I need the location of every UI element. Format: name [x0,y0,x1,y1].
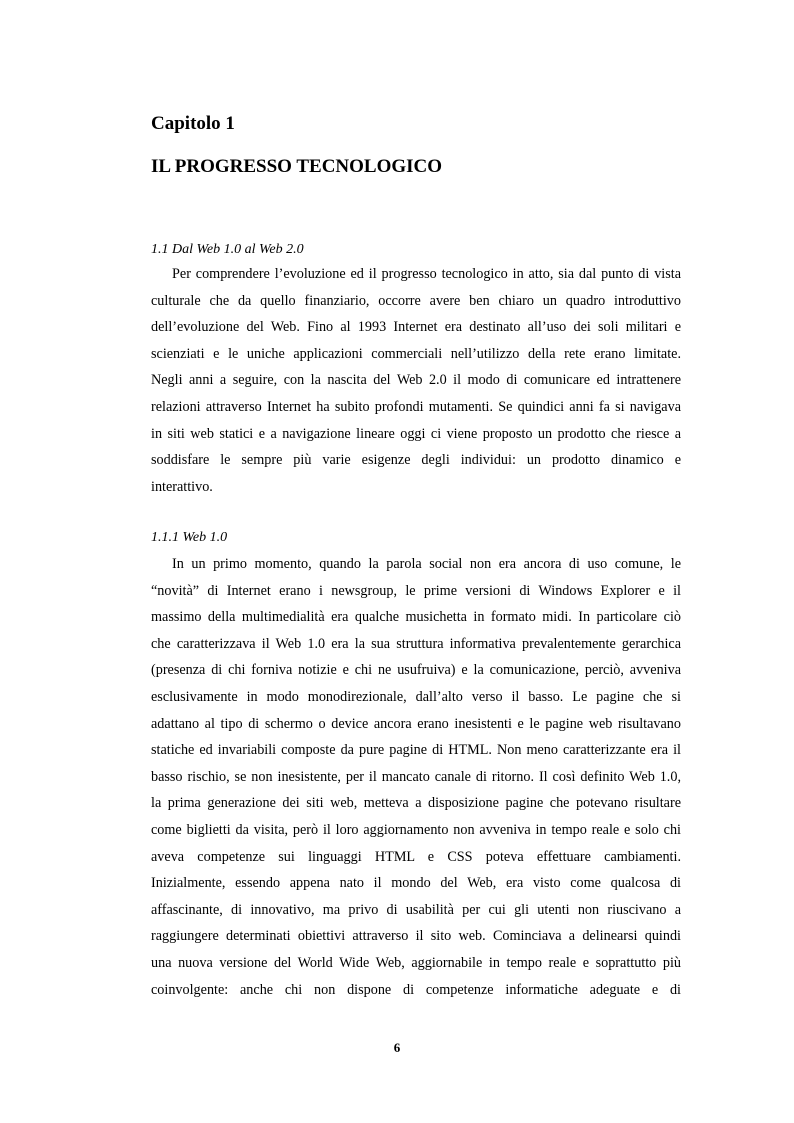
chapter-label: Capitolo 1 [151,113,235,134]
paragraph-line: la prima generazione dei siti web, metteva a disposizione pagine che potevano risultare [151,795,681,812]
paragraph-line: adattano al tipo di schermo o device ancora erano inesistenti e le pagine web risultavano [151,715,681,732]
paragraph-line: basso rischio, se non inesistente, per il mancato canale di ritorno. Il così definito Web 1.0, [151,768,681,785]
chapter-title: IL PROGRESSO TECNOLOGICO [151,156,443,177]
paragraph-line: raggiungere determinati obiettivi attraverso il sito web. Cominciava a delinearsi quindi [151,928,681,945]
paragraph-line: che caratterizzava il Web 1.0 era la sua struttura informativa prevalentemente gerarchica [151,635,681,652]
paragraph-line: in siti web statici e a navigazione lineare oggi ci viene proposto un prodotto che riesce a [151,425,681,442]
section-heading-1-1: 1.1 Dal Web 1.0 al Web 2.0 [151,242,304,257]
paragraph-line: relazioni attraverso Internet ha subito profondi mutamenti. Se quindici anni fa si navigava [151,398,681,415]
paragraph-line: culturale che da quello finanziario, occorre avere ben chiaro un quadro introduttivo [151,292,681,309]
section-paragraph-1-1 [151,261,681,500]
paragraph-line: Per comprendere l’evoluzione ed il progresso tecnologico in atto, sia dal punto di vista [172,266,681,282]
paragraph-line: statiche ed invariabili composte da pure pagine di HTML. Non meno caratterizzante era il [151,742,681,759]
paragraph-line: scienziati e le uniche applicazioni commerciali nell’utilizzo della rete erano limitate. [151,345,681,362]
paragraph-line: interattivo. [151,478,213,495]
page-number: 6 [393,1040,401,1055]
paragraph-line: una nuova versione del World Wide Web, aggiornabile in tempo reale e soprattutto più [151,954,681,971]
paragraph-line: In un primo momento, quando la parola social non era ancora di uso comune, le [172,556,681,572]
section-paragraph-1-1-1 [151,551,681,1003]
paragraph-line: soddisfare le sempre più varie esigenze degli individui: un prodotto dinamico e [151,452,681,469]
paragraph-line: come biglietti da visita, però il loro aggiornamento non avveniva in tempo reale e solo chi [151,821,681,838]
paragraph-line: dell’evoluzione del Web. Fino al 1993 Internet era destinato all’uso dei soli militari e [151,319,681,336]
paragraph-line: esclusivamente in modo monodirezionale, dall’alto verso il basso. Le pagine che si [151,688,681,705]
paragraph-line: coinvolgente: anche chi non dispone di competenze informatiche adeguate e di [151,981,681,998]
section-heading-1-1-1: 1.1.1 Web 1.0 [151,530,228,545]
paragraph-line: affascinante, di innovativo, ma privo di usabilità per cui gli utenti non riuscivano a [151,901,681,918]
paragraph-line: aveva competenze sui linguaggi HTML e CSS poteva effettuare cambiamenti. [151,848,681,865]
paragraph-line: massimo della multimedialità era qualche musichetta in formato midi. In particolare ciò [151,609,681,626]
paragraph-line: Inizialmente, essendo appena nato il mondo del Web, era visto come qualcosa di [151,875,681,892]
paragraph-line: Negli anni a seguire, con la nascita del Web 2.0 il modo di comunicare ed intrattenere [151,372,681,389]
paragraph-line: “novità” di Internet erano i newsgroup, le prime versioni di Windows Explorer e il [151,582,681,599]
paragraph-line: (presenza di chi forniva notizie e chi ne usufruiva) e la comunicazione, perciò, avveniva [151,662,681,679]
